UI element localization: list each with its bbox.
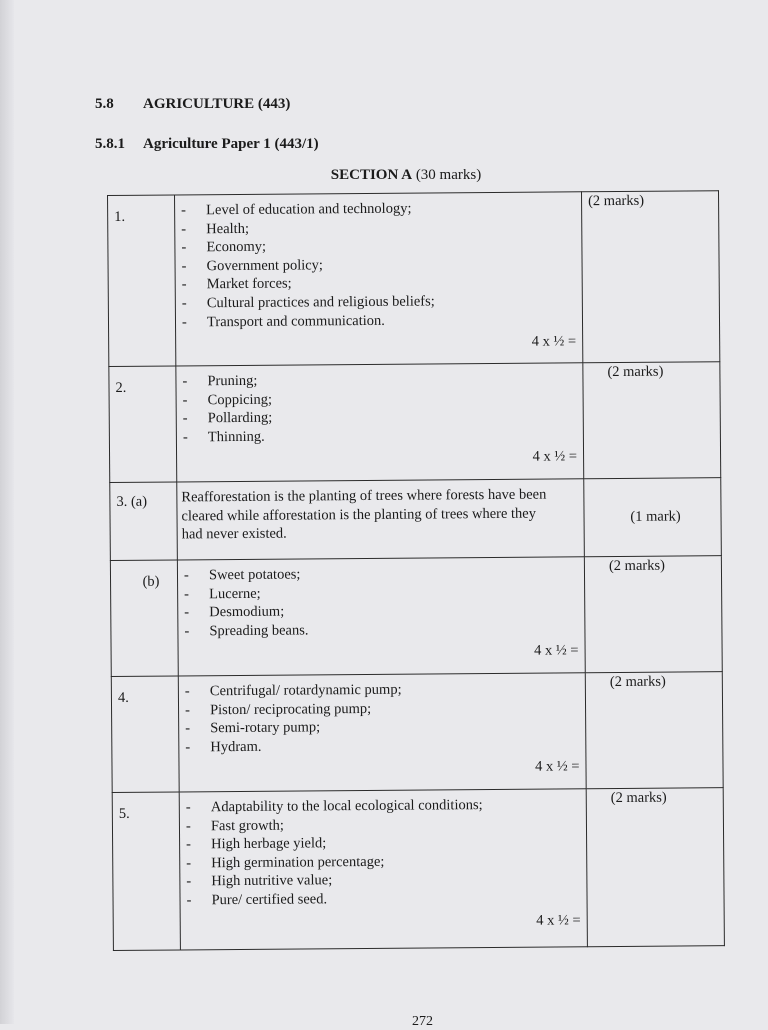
table-row (112, 788, 724, 951)
table-row (110, 478, 722, 561)
list-item: - Economy; (181, 238, 267, 256)
answer-cell (179, 789, 587, 950)
list-item: - High nutritive value; (186, 872, 333, 890)
marks-allocation: (2 marks) (583, 362, 721, 479)
table-row (110, 556, 722, 677)
list-item: - Piston/ reciprocating pump; (184, 700, 372, 718)
list-item: - Hydram. (185, 738, 262, 756)
mark-multiplier: 4 x ½ = (531, 333, 577, 350)
answer-cell (177, 557, 585, 676)
part-marks: (30 marks) (415, 167, 482, 183)
question-number: (b) (110, 560, 178, 677)
table-row (109, 362, 721, 483)
list-item: - Desmodium; (184, 603, 285, 621)
answer-cell (175, 192, 583, 366)
subsection-heading (95, 136, 319, 153)
section-title: AGRICULTURE (443) (143, 96, 291, 112)
list-item: - Market forces; (181, 275, 292, 293)
mark-multiplier: 4 x ½ = (535, 758, 580, 776)
part-title: SECTION A (330, 167, 413, 183)
marks-allocation: (2 marks) (581, 191, 719, 363)
subsection-number: 5.8.1 (95, 136, 125, 152)
table-row (111, 672, 723, 793)
list-item: - Pure/ certified seed. (186, 891, 328, 909)
list-item: - Lucerne; (184, 585, 261, 602)
mark-multiplier: 4 x ½ = (536, 911, 581, 929)
list-item: - Coppicing; (182, 391, 273, 409)
section-heading (95, 96, 290, 113)
answer-points (184, 795, 581, 910)
table-row (108, 191, 720, 367)
subsection-title: Agriculture Paper 1 (443/1) (143, 136, 319, 152)
list-item: - Transport and communication. (181, 312, 385, 330)
list-item: - Fast growth; (185, 817, 284, 834)
list-item: - Health; (181, 220, 250, 238)
page-number: 272 (412, 1014, 433, 1029)
question-number: 3. (a) (110, 482, 178, 561)
answer-cell (178, 673, 586, 792)
list-item: - Adaptability to the local ecological conditions; (185, 797, 483, 816)
marks-allocation: (1 mark) (584, 478, 722, 557)
list-item: - Pruning; (182, 372, 258, 390)
answer-points (180, 369, 577, 446)
list-item: - Thinning. (182, 428, 265, 446)
question-number: 1. (108, 195, 176, 367)
list-item: - Centrifugal/ rotardynamic pump; (184, 681, 402, 700)
mark-multiplier: 4 x ½ = (532, 448, 578, 466)
marking-scheme-table (107, 190, 725, 951)
question-number: 4. (111, 676, 179, 793)
list-item: - High germination percentage; (186, 853, 385, 872)
list-item: - High herbage yield; (186, 835, 327, 853)
question-number: 2. (109, 366, 177, 483)
answer-cell (176, 363, 584, 482)
answer-cell (177, 479, 585, 560)
list-item: - Level of education and technology; (181, 200, 412, 219)
list-item: - Sweet potatoes; (183, 566, 301, 584)
list-item: - Government policy; (181, 257, 324, 275)
list-item: - Semi-rotary pump; (185, 719, 321, 737)
answer-points (183, 679, 580, 756)
marks-allocation: (2 marks) (585, 672, 723, 789)
part-heading (0, 167, 768, 184)
marks-allocation: (2 marks) (586, 788, 724, 947)
list-item: - Cultural practices and religious beliefs; (181, 293, 435, 312)
answer-paragraph: Reafforestation is the planting of trees where forests have been cleared while afforestation is the planting of trees where they had never existed. (181, 486, 547, 543)
answer-points (179, 198, 576, 331)
list-item: - Spreading beans. (184, 622, 309, 640)
question-number: 5. (112, 792, 180, 951)
mark-multiplier: 4 x ½ = (534, 642, 579, 660)
answer-points (182, 563, 579, 640)
list-item: - Pollarding; (182, 409, 273, 427)
section-number: 5.8 (95, 96, 114, 112)
page-edge (0, 0, 14, 1024)
marks-allocation: (2 marks) (584, 556, 722, 673)
